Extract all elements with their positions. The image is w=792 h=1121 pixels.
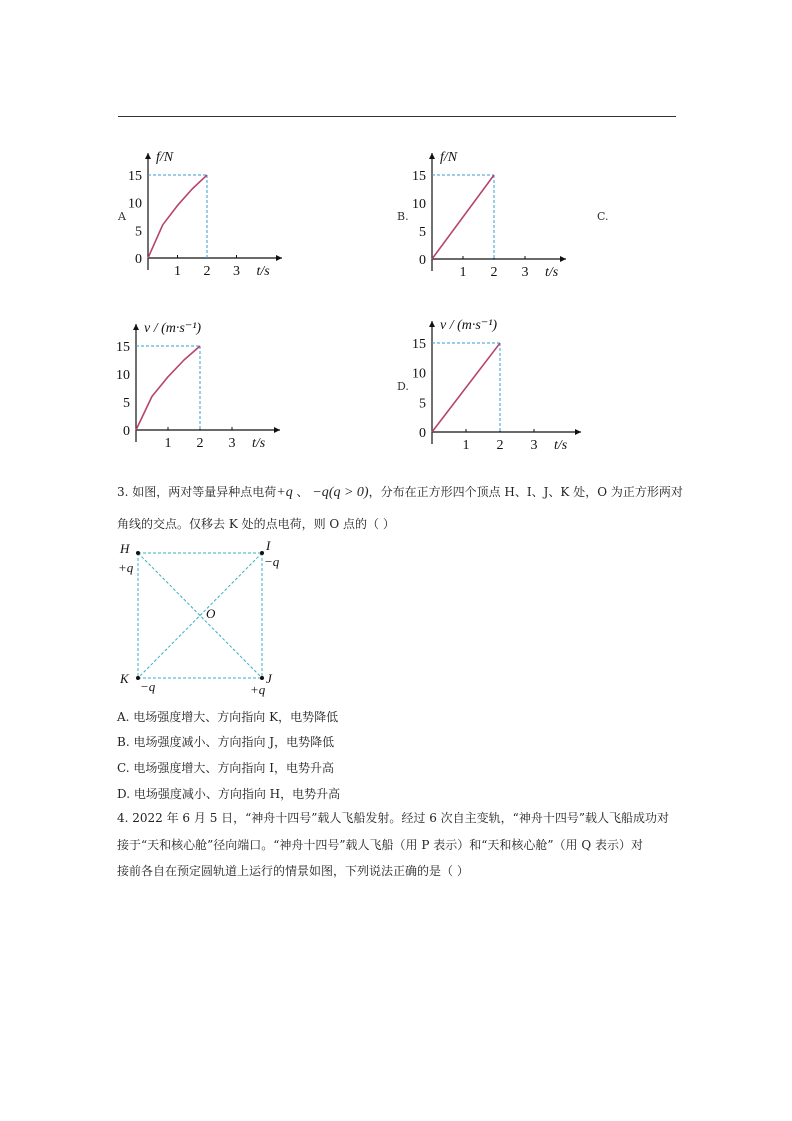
y-tick-label: 0 xyxy=(419,426,426,441)
graph-c xyxy=(116,308,286,458)
y-tick-label: 10 xyxy=(412,366,426,382)
graph-b xyxy=(412,138,572,278)
x-axis-label: t/s xyxy=(256,264,270,279)
y-axis-label: f/N xyxy=(156,150,174,166)
q3-option-b: B. 电场强度减小、方向指向 J，电势降低 xyxy=(117,735,335,749)
graph-d xyxy=(412,304,587,469)
x-axis-arrow xyxy=(575,429,581,435)
vertex-k-label: K xyxy=(120,671,129,686)
q3-text-b: ，分布在正方形四个顶点 H、I、J、K 处，O 为正方形两对 xyxy=(368,485,683,499)
graph-a xyxy=(128,138,288,278)
q3-line2: 角线的交点。仅移去 K 处的点电荷，则 O 点的（ ） xyxy=(117,517,395,531)
y-tick-label: 5 xyxy=(135,224,142,240)
center-o-label: O xyxy=(206,606,216,621)
y-axis-arrow xyxy=(429,321,435,327)
y-axis-label: v / (m·s⁻¹) xyxy=(440,318,498,334)
y-tick-label: 10 xyxy=(128,196,142,212)
x-tick-label: 2 xyxy=(490,265,498,280)
charge-i: −q xyxy=(264,554,280,569)
vertex-i-label: I xyxy=(266,538,271,553)
y-tick-label: 15 xyxy=(412,337,426,353)
data-curve xyxy=(148,175,207,258)
q3-condition: (q > 0) xyxy=(328,485,369,500)
q3-option-d: D. 电场强度减小、方向指向 H，电势升高 xyxy=(117,787,341,801)
y-axis-label: v / (m·s⁻¹) xyxy=(144,321,202,336)
x-tick-label: 1 xyxy=(174,264,181,279)
x-axis-arrow xyxy=(274,427,280,433)
y-tick-label: 0 xyxy=(135,252,142,267)
charge-k: −q xyxy=(140,679,156,694)
q4-line1: 4. 2022 年 6 月 5 日，“神舟十四号”载人飞船发射。经过 6 次自主变轨，“神舟十四号”载人飞船成功对 xyxy=(117,811,669,825)
charge-square-figure xyxy=(112,536,292,696)
y-tick-label: 0 xyxy=(419,253,426,268)
y-axis-arrow xyxy=(429,153,435,159)
q3-sep: 、 xyxy=(292,485,313,499)
vertex-h-dot xyxy=(136,551,140,555)
option-label-c: C. xyxy=(597,210,609,223)
y-tick-label: 15 xyxy=(412,169,426,184)
vertex-h-label: H xyxy=(120,541,130,556)
q3-charge-neg: −q xyxy=(312,485,329,500)
x-tick-label: 2 xyxy=(203,264,211,279)
y-tick-label: 15 xyxy=(116,340,130,355)
y-axis-arrow xyxy=(145,153,151,159)
vertex-j-dot xyxy=(260,676,264,680)
q3-charge-pos: +q xyxy=(276,485,293,500)
q3-line1 xyxy=(117,485,683,500)
x-tick-label: 1 xyxy=(462,438,470,453)
q3-option-c: C. 电场强度增大、方向指向 I，电势升高 xyxy=(117,761,334,775)
x-tick-label: 1 xyxy=(459,265,467,280)
y-tick-label: 10 xyxy=(412,197,426,212)
q3-text-a: 3. 如图，两对等量异种点电荷 xyxy=(117,485,277,499)
x-tick-label: 3 xyxy=(521,265,529,280)
data-curve xyxy=(432,343,500,432)
data-curve xyxy=(432,175,494,259)
y-tick-label: 0 xyxy=(123,424,130,439)
y-axis-label: f/N xyxy=(440,150,458,165)
y-tick-label: 15 xyxy=(128,169,142,185)
x-tick-label: 3 xyxy=(530,438,538,453)
q4-line3: 接前各自在预定圆轨道上运行的情景如图，下列说法正确的是（ ） xyxy=(117,864,469,878)
x-axis-label: t/s xyxy=(252,436,266,451)
x-tick-label: 2 xyxy=(196,436,204,451)
x-tick-label: 3 xyxy=(233,264,240,279)
y-axis-arrow xyxy=(133,324,139,330)
x-tick-label: 3 xyxy=(228,436,236,451)
y-tick-label: 5 xyxy=(419,225,426,240)
y-tick-label: 5 xyxy=(419,396,426,412)
charge-h: +q xyxy=(118,560,134,575)
option-label-a: A xyxy=(118,210,126,223)
option-label-d: D. xyxy=(397,380,409,393)
data-curve xyxy=(136,346,200,430)
x-axis-arrow xyxy=(276,255,282,261)
q4-line2: 接于“天和核心舱”径向端口。“神舟十四号”载人飞船（用 P 表示）和“天和核心舱”（用 Q 表示）对 xyxy=(117,838,643,852)
vertex-j-label: J xyxy=(266,671,272,686)
header-rule xyxy=(118,116,676,117)
x-axis-label: t/s xyxy=(554,438,568,453)
y-tick-label: 10 xyxy=(116,368,130,383)
charge-j: +q xyxy=(250,682,266,697)
x-axis-label: t/s xyxy=(545,265,559,280)
x-tick-label: 1 xyxy=(164,436,172,451)
x-axis-arrow xyxy=(560,256,566,262)
y-tick-label: 5 xyxy=(123,396,130,411)
x-tick-label: 2 xyxy=(496,438,504,453)
option-label-b: B. xyxy=(397,210,409,223)
q3-option-a: A. 电场强度增大、方向指向 K，电势降低 xyxy=(117,710,339,724)
